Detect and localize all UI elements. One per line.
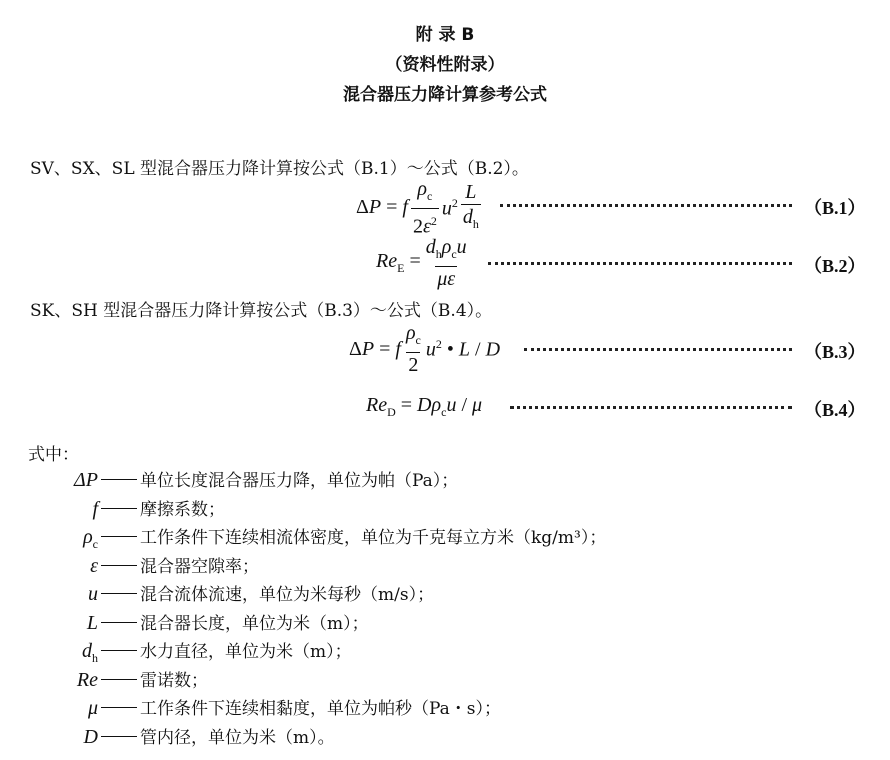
definition-row-mu: μ 工作条件下连续相黏度，单位为帕秒（Pa・s）；	[87, 697, 502, 719]
section-title: 混合器压力降计算参考公式	[343, 85, 547, 105]
intro-paragraph-1: SV、SX、SL 型混合器压力降计算按公式（B.1）～公式（B.2）。	[30, 159, 529, 179]
definition-row-f: f 摩擦系数；	[92, 498, 225, 520]
equation-number-b4: （B.4）	[804, 400, 866, 420]
intro-paragraph-2: SK、SH 型混合器压力降计算按公式（B.3）～公式（B.4）。	[30, 301, 493, 321]
formula-b1: ΔP = f $\frac{\rho_c}{2\varepsilon^2}$ $u^2$ $\frac{L}{d_h}$	[356, 178, 479, 238]
appendix-type: （资料性附录）	[385, 55, 505, 75]
leader-dots-b4	[510, 402, 792, 409]
formula-b2: $Re_E$ = $\frac{d_h\rho_cu}{\mu\varepsilon}$	[376, 236, 467, 290]
leader-dots-b2	[488, 258, 792, 265]
formula-b3: ΔP = f $\frac{\rho_c}{2}$ $u^2$ • L / D	[349, 322, 501, 376]
definition-row-delta-p: ΔP 单位长度混合器压力降，单位为帕（Pa）；	[74, 469, 459, 491]
definition-row-epsilon: ε 混合器空隙率；	[90, 555, 259, 577]
leader-dots-b1	[500, 200, 792, 207]
definition-row-d: D 管内径，单位为米（m）。	[83, 726, 335, 748]
equation-number-b2: （B.2）	[804, 256, 866, 276]
appendix-title: 附 录 B	[415, 25, 475, 45]
definition-row-rho-c: $\rho_c$ 工作条件下连续相流体密度，单位为千克每立方米（kg/m³）；	[83, 526, 607, 551]
equation-number-b3: （B.3）	[804, 342, 866, 362]
definition-row-l: L 混合器长度，单位为米（m）；	[86, 612, 369, 634]
equation-number-b1: （B.1）	[804, 198, 866, 218]
definition-row-u: u 混合流体流速，单位为米每秒（m/s）；	[88, 583, 435, 605]
definition-row-re: Re 雷诺数；	[76, 669, 208, 691]
where-label: 式中：	[28, 445, 79, 465]
formula-b4: $Re_D = D\rho_cu / \mu$	[366, 394, 483, 419]
definition-row-dh: $d_h$ 水力直径，单位为米（m）；	[82, 640, 352, 665]
leader-dots-b3	[524, 344, 792, 351]
